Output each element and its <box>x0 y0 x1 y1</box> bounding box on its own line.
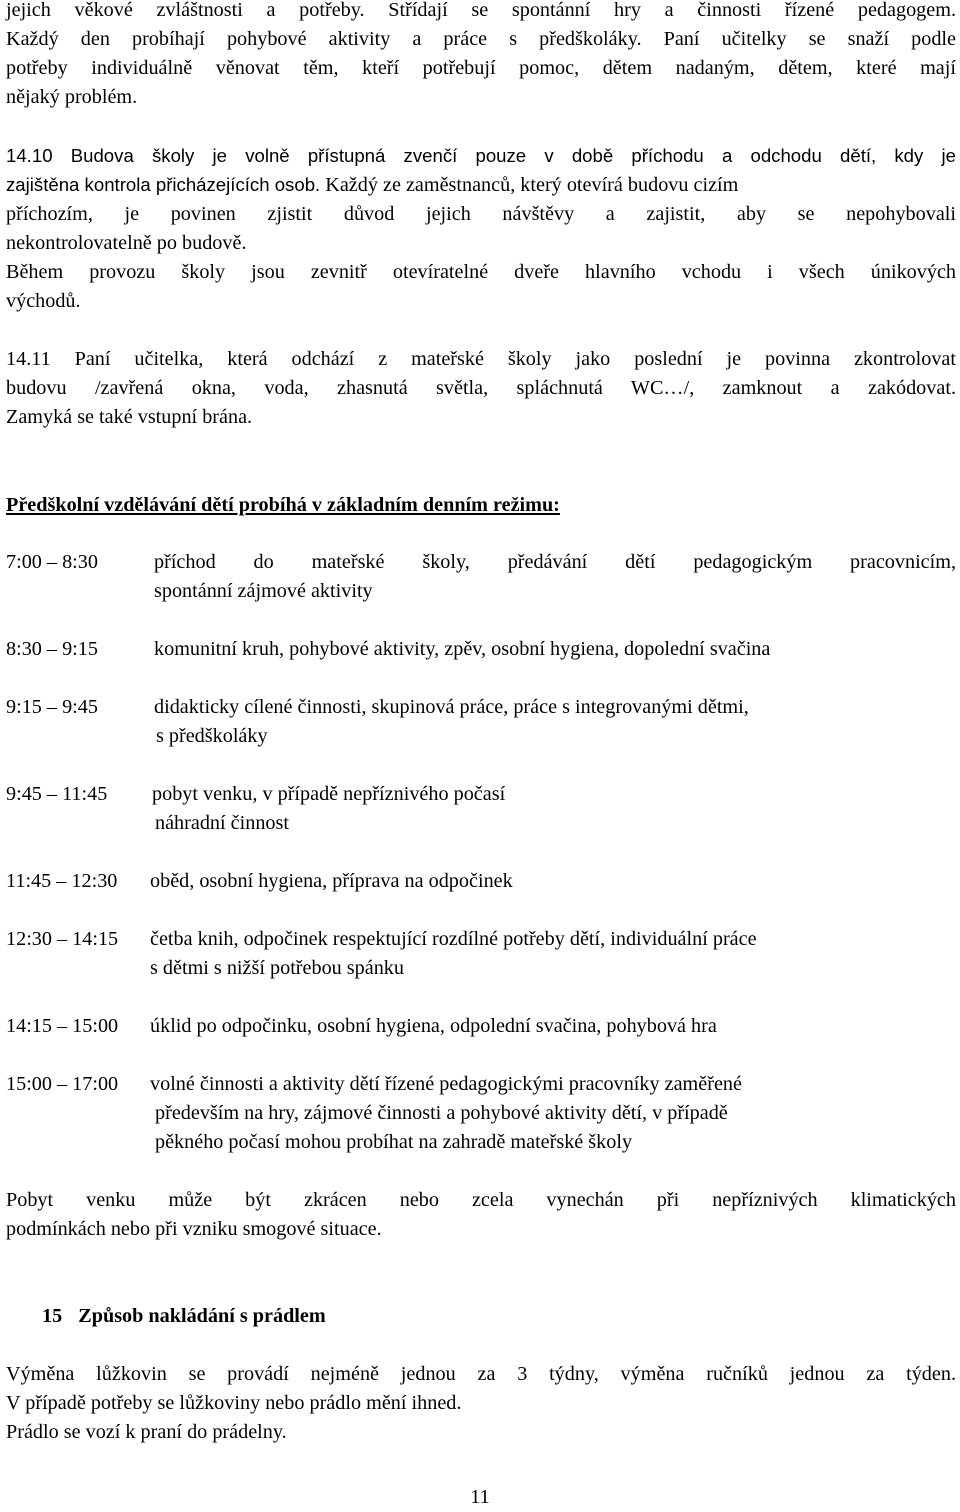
schedule-description <box>154 693 956 751</box>
schedule-time: 8:30 – 9:15 <box>6 638 98 660</box>
paragraph-14-11 <box>6 345 956 432</box>
paragraph-line: Prádlo se vozí k praní do prádelny. <box>6 1421 287 1443</box>
schedule-description <box>150 867 956 896</box>
schedule-desc-line: náhradní činnost <box>155 812 289 834</box>
schedule-desc-line: oběd, osobní hygiena, příprava na odpočinek <box>150 870 513 892</box>
schedule-desc-line: spontánní zájmové aktivity <box>154 580 373 602</box>
schedule-desc-line: příchod do mateřské školy, předávání dětí pedagogickým pracovnicím, <box>154 551 956 573</box>
paragraph-line: nekontrolovatelně po budově. <box>6 232 247 254</box>
paragraph-line: Výměna lůžkovin se provádí nejméně jednou za 3 týdny, výměna ručníků jednou za týden. <box>6 1363 956 1385</box>
section-number: 15 <box>42 1305 63 1327</box>
section-title-text: Způsob nakládání s prádlem <box>78 1305 326 1327</box>
schedule-description <box>150 1012 956 1041</box>
paragraph-line: budovu /zavřená okna, voda, zhasnutá světla, spláchnutá WC…/, zamknout a zakódovat. <box>6 377 956 399</box>
schedule-desc-line: s dětmi s nižší potřebou spánku <box>150 957 404 979</box>
paragraph-line: východů. <box>6 290 81 312</box>
paragraph-line <box>6 170 956 200</box>
schedule-time: 7:00 – 8:30 <box>6 551 98 573</box>
paragraph-line: Pobyt venku může být zkrácen nebo zcela vynechán při nepříznivých klimatických <box>6 1189 956 1211</box>
intro-line: Každý den probíhají pohybové aktivity a práce s předškoláky. Paní učitelky se snaží podle <box>6 28 956 50</box>
intro-paragraph <box>6 0 956 112</box>
paragraph-line: V případě potřeby se lůžkoviny nebo prádlo mění ihned. <box>6 1392 462 1414</box>
section-15-body <box>6 1360 956 1447</box>
schedule-desc-line: komunitní kruh, pohybové aktivity, zpěv, osobní hygiena, dopolední svačina <box>154 638 771 660</box>
paragraph-14-10 <box>6 141 956 316</box>
paragraph-line: Zamyká se také vstupní brána. <box>6 406 253 428</box>
schedule-description <box>152 780 956 838</box>
schedule-desc-line: především na hry, zájmové činnosti a pohybové aktivity dětí, v případě <box>155 1102 728 1124</box>
schedule-description <box>154 635 956 664</box>
schedule-time: 9:15 – 9:45 <box>6 696 98 718</box>
paragraph-line: podmínkách nebo při vzniku smogové situace. <box>6 1218 382 1240</box>
intro-line: nějaký problém. <box>6 86 138 108</box>
schedule-desc-line: didakticky cílené činnosti, skupinová práce, práce s integrovanými dětmi, <box>154 696 749 718</box>
schedule-time: 9:45 – 11:45 <box>6 783 108 805</box>
section-15-title <box>42 1302 326 1331</box>
schedule-time: 15:00 – 17:00 <box>6 1073 119 1095</box>
paragraph-line: 14.11 Paní učitelka, která odchází z mateřské školy jako poslední je povinna zkontrolovat <box>6 348 956 370</box>
schedule-time: 14:15 – 15:00 <box>6 1015 119 1037</box>
schedule-desc-line: s předškoláky <box>156 725 268 747</box>
schedule-heading: Předškolní vzdělávání dětí probíhá v základním denním režimu: <box>6 494 560 516</box>
schedule-description <box>150 925 956 983</box>
paragraph-fragment: zajištěna kontrola přicházejících osob. <box>6 174 321 195</box>
schedule-desc-line: úklid po odpočinku, osobní hygiena, odpolední svačina, pohybová hra <box>150 1015 717 1037</box>
paragraph-fragment: Každý ze zaměstnanců, který otevírá budovu cizím <box>320 174 739 196</box>
schedule-time: 12:30 – 14:15 <box>6 928 119 950</box>
paragraph-line: 14.10 Budova školy je volně přístupná zvenčí pouze v době příchodu a odchodu dětí, kdy je <box>6 145 956 166</box>
intro-line: jejich věkové zvláštnosti a potřeby. Střídají se spontánní hry a činnosti řízené pedagogem. <box>6 0 956 21</box>
paragraph-line: Během provozu školy jsou zevnitř otevíratelné dveře hlavního vchodu i všech únikových <box>6 261 956 283</box>
schedule-description <box>150 1070 956 1157</box>
page-number: 11 <box>470 1486 490 1508</box>
schedule-desc-line: četba knih, odpočinek respektující rozdílné potřeby dětí, individuální práce <box>150 928 757 950</box>
intro-line: potřeby individuálně věnovat těm, kteří potřebují pomoc, dětem nadaným, dětem, které mají <box>6 57 956 79</box>
schedule-desc-line: pobyt venku, v případě nepříznivého počasí <box>152 783 506 805</box>
schedule-desc-line: pěkného počasí mohou probíhat na zahradě mateřské školy <box>155 1131 633 1153</box>
schedule-desc-line: volné činnosti a aktivity dětí řízené pedagogickými pracovníky zaměřené <box>150 1073 742 1095</box>
schedule-time: 11:45 – 12:30 <box>6 870 118 892</box>
paragraph-line: příchozím, je povinen zjistit důvod jejich návštěvy a zajistit, aby se nepohybovali <box>6 203 956 225</box>
outdoor-note <box>6 1186 956 1244</box>
schedule-description <box>154 548 956 606</box>
